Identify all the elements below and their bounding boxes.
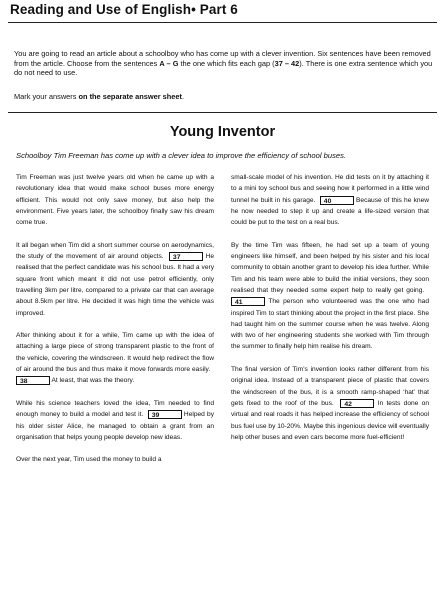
gap-40-box[interactable]: 40 — [320, 196, 354, 205]
gap-41-box[interactable]: 41 — [231, 297, 265, 306]
option-range: A – G — [159, 58, 179, 68]
paragraph: small-scale model of his invention. He did tests on it by attaching it to a mini toy school bus and seeing how it performed in a little wind tunnel he built in his garage. 40 Because of this he knew he now needed to step it up and create a life-sized version that could be put to the test on a real bus. — [231, 174, 429, 227]
paragraph: After thinking about it for a while, Tim came up with the idea of attaching a large piece of strong transparent plastic to the front of the vehicle, covering the windscreen. It would help redirect the flow of air around the bus and thus make it move forwards more easily. 38 At least, that was the theory. — [16, 332, 214, 386]
answer-sheet-note: Mark your answers on the separate answer sheet. — [14, 92, 185, 101]
section-title: Reading and Use of English• Part 6 — [10, 2, 238, 17]
article-title: Young Inventor — [169, 124, 276, 140]
section-rule — [8, 112, 437, 113]
paragraph: The final version of Tim’s invention looks rather different from his original idea. Instead of a transparent piece of plastic that covers the windscreen of the bus, it is a smooth ramp-shaped ‘hat’ that gets fixed to the roof of the bus. 42 In tests done on virtual and real roads it has helped increase the efficiency of school bus fuel use by 10-20%. Maybe this ingenious device will eventually help other buses and even cars become more fuel-efficient! — [231, 366, 429, 441]
article-subtitle: Schoolboy Tim Freeman has come up with a clever idea to improve the efficiency of school buses. — [16, 151, 346, 160]
paragraph: Over the next year, Tim used the money to build a — [16, 456, 162, 464]
paragraph: It all began when Tim did a short summer course on aerodynamics, the study of the movement of air around objects. 37 He realised that the perfect candidate was his school bus. It had a very square front which meant it did not use petrol efficiently, only travelling 3km per litre, compared to a private car that can average about 8.5km per litre. He decided it was high time the vehicle was improved. — [16, 241, 214, 317]
paragraph: By the time Tim was fifteen, he had set up a team of young engineers like himself, and been helped by his sister and his local community to obtain another grant to develop his idea further. While Tim and his team were able to build the initial versions, they soon realised that they needed some expert help to really get going. 41 The person who volunteered was the one who had inspired Tim to start thinking about the project in the first place. She had taught him on the summer course when he was twelve. Along with two of her engineering students she worked with Tim through the summer to finally help him realise his dream. — [231, 241, 429, 351]
task-instructions: You are going to read an article about a schoolboy who has come up with a clever invention. Six sentences have been removed from the article. Choose from the sentences A – G the one which fits each gap (37 – 42). There is one extra sentence which you do not need to use. — [14, 49, 433, 78]
gap-37-box[interactable]: 37 — [169, 252, 203, 261]
header-rule — [8, 22, 437, 23]
gap-range: 37 – 42 — [274, 58, 300, 68]
paragraph: While his science teachers loved the idea, Tim needed to find enough money to build a model and test it. 39 Helped by his older sister Alice, he managed to obtain a grant from an organisation that helps young people develop new ideas. — [16, 399, 214, 441]
paragraph: Tim Freeman was just twelve years old when he came up with a revolutionary idea that would make school buses more energy efficient. This would not only save money, but also help the environment. Five years later, the schoolboy finally saw his dream come true. — [16, 174, 214, 227]
article-right-column — [231, 172, 429, 454]
gap-42-box[interactable]: 42 — [340, 399, 374, 408]
gap-38-box[interactable]: 38 — [16, 376, 50, 385]
gap-39-box[interactable]: 39 — [148, 410, 182, 419]
article-left-column — [16, 172, 214, 477]
